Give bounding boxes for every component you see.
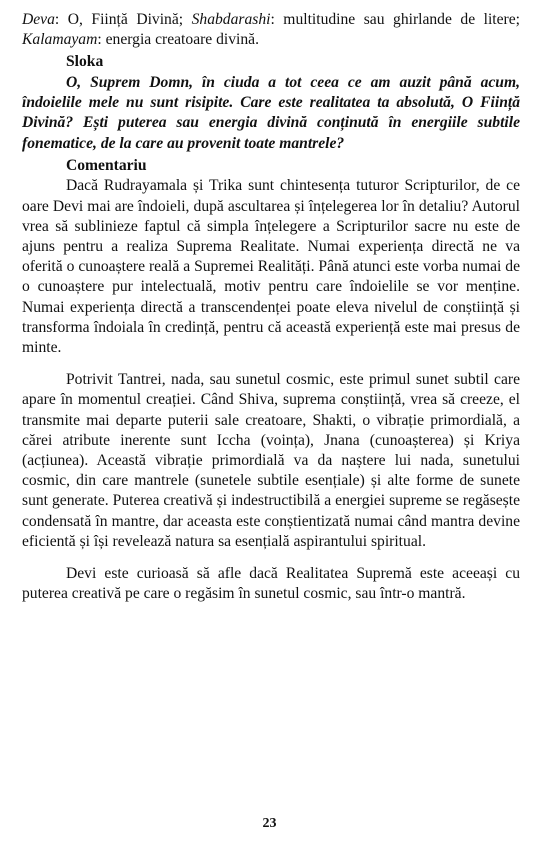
book-page: [22, 6, 520, 846]
commentary-paragraph-3: Devi este curioasă să afle dacă Realitatea Supremă este aceeași cu puterea creativă pe care o regăsim în sunetul cosmic, sau într-o mantră.: [22, 565, 520, 603]
sloka-heading: Sloka: [66, 53, 104, 71]
commentary-paragraph-1: Dacă Rudrayamala și Trika sunt chintesența tuturor Scripturilor, de ce oare Devi mai are îndoieli, după ascultarea și înțelegerea lor în detaliu? Autorul vrea să sublinieze faptul că simpla înțelegere a Scripturilor sacre nu este de ajuns pentru a realiza Suprema Realitate. Numai experiența directă ne va oferită o cunoaștere reală a Supremei Realități. Până atunci este vorba numai de o cunoaștere pur intelectuală, motiv pentru care îndoielile se vor menține. Numai experiența directă a transcendenței poate eleva nivelul de conștiință și transforma îndoiala în credință, pentru că această experiență este mai presus de minte.: [22, 177, 520, 357]
commentary-heading: Comentariu: [66, 157, 147, 175]
gloss-def-kalamayam: : energia creatoare divină.: [97, 31, 260, 49]
commentary-paragraph-2: Potrivit Tantrei, nada, sau sunetul cosmic, este primul sunet subtil care apare în momentul creației. Când Shiva, suprema conștiință, vrea să creeze, el transmite mai departe puterii sale creatoare, Shakti, o vibrație primordială, a cărei atribute inerente sunt Iccha (voința), Jnana (cunoașterea) și Kriya (acțiunea). Această vibrație primordială va da naștere lui nada, sunetului cosmic, din care mantrele (sunetele subtile esențiale) și alte forme de sunete sunt generate. Puterea creativă și indestructibilă a energiei supreme se regăsește condensată în mantre, dar aceasta este conștientizată numai când mantra devine eficientă și își revelează natura sa esențială aspirantului spiritual.: [22, 371, 520, 550]
gloss-def-shabdarashi: : multitudine sau ghirlande de litere;: [270, 11, 521, 28]
gloss-def-deva: : O, Ființă Divină;: [54, 11, 192, 28]
gloss-term-kalamayam: Kalamayam: [22, 31, 98, 49]
page-number: 23: [262, 816, 277, 831]
glossary-line: [22, 10, 520, 50]
gloss-term-deva: Deva: [22, 11, 55, 28]
gloss-term-shabdarashi: Shabdarashi: [191, 11, 271, 28]
sloka-verse: O, Suprem Domn, în ciuda a tot ceea ce am auzit până acum, îndoielile mele nu sunt risipite. Care este realitatea ta absolută, O Ființă Divină? Ești puterea sau energia divină conținută în energiile subtile fonematice, de la care au provenit toate mantrele?: [22, 73, 520, 152]
